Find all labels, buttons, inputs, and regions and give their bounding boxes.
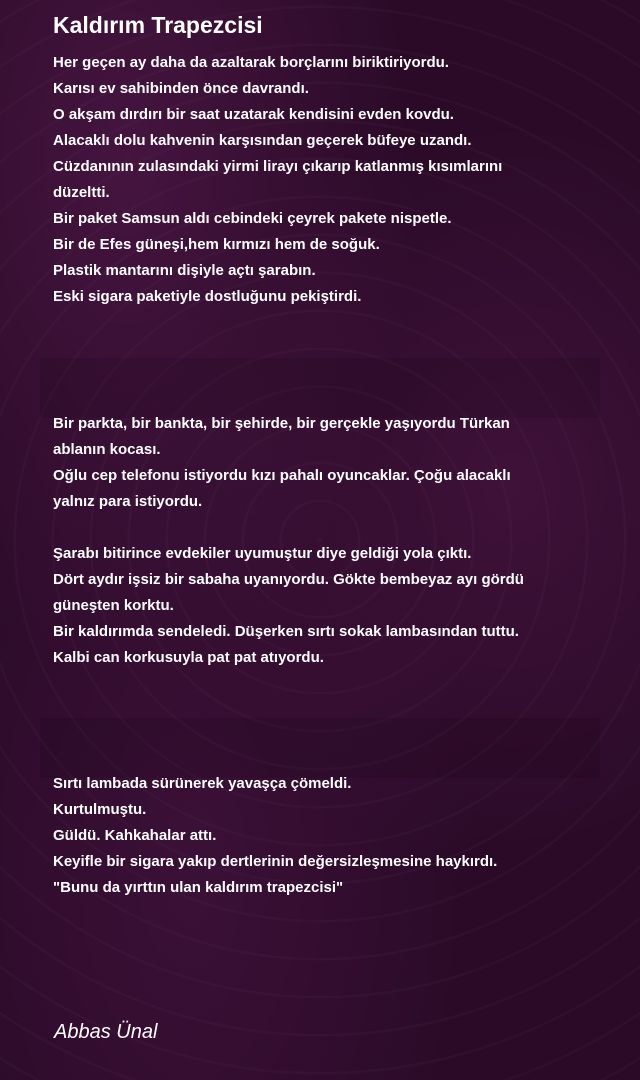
poem-line: Şarabı bitirince evdekiler uyumuştur diye geldiği yola çıktı.	[53, 545, 472, 562]
poem-line: Plastik mantarını dişiyle açtı şarabın.	[53, 262, 316, 279]
poem-line: düzeltti.	[53, 184, 110, 201]
poem-line: Alacaklı dolu kahvenin karşısından geçerek büfeye uzandı.	[53, 132, 472, 149]
poem-line: Kurtulmuştu.	[53, 801, 147, 818]
poem-title: Kaldırım Trapezcisi	[53, 12, 263, 38]
poem-line: güneşten korktu.	[53, 597, 174, 614]
poem-line: Bir de Efes güneşi,hem kırmızı hem de soğuk.	[53, 236, 380, 253]
poem-line: Kalbi can korkusuyla pat pat atıyordu.	[53, 649, 324, 666]
poem-author: Abbas Ünal	[54, 1021, 158, 1043]
stanza-3	[53, 771, 573, 901]
poem-line: "Bunu da yırttın ulan kaldırım trapezcisi"	[53, 879, 344, 896]
poem-line: Eski sigara paketiyle dostluğunu pekiştirdi.	[53, 288, 362, 305]
stanza-gap	[53, 515, 573, 541]
poem-line: ablanın kocası.	[53, 441, 161, 458]
poem-line: Cüzdanının zulasındaki yirmi lirayı çıkarıp katlanmış kısımlarını	[53, 158, 503, 175]
poem-line: Bir parkta, bir bankta, bir şehirde, bir gerçekle yaşıyordu Türkan	[53, 415, 510, 432]
background-band	[40, 718, 600, 778]
poem-line: Güldü. Kahkahalar attı.	[53, 827, 217, 844]
poem-line: Dört aydır işsiz bir sabaha uyanıyordu. Gökte bembeyaz ayı gördü	[53, 571, 524, 588]
poem-line: Sırtı lambada sürünerek yavaşça çömeldi.	[53, 775, 352, 792]
background-band	[40, 358, 600, 418]
poem-line: O akşam dırdırı bir saat uzatarak kendisini evden kovdu.	[53, 106, 454, 123]
poem-line: Oğlu cep telefonu istiyordu kızı pahalı oyuncaklar. Çoğu alacaklı	[53, 467, 511, 484]
poem-line: yalnız para istiyordu.	[53, 493, 203, 510]
poem-line: Bir paket Samsun aldı cebindeki çeyrek pakete nispetle.	[53, 210, 452, 227]
poem-line: Karısı ev sahibinden önce davrandı.	[53, 80, 309, 97]
poem-line: Bir kaldırımda sendeledi. Düşerken sırtı sokak lambasından tuttu.	[53, 623, 519, 640]
poem-line: Keyifle bir sigara yakıp dertlerinin değersizleşmesine haykırdı.	[53, 853, 498, 870]
poem-line: Her geçen ay daha da azaltarak borçlarını biriktiriyordu.	[53, 54, 449, 71]
stanza-2	[53, 411, 573, 671]
stanza-1	[53, 50, 573, 310]
